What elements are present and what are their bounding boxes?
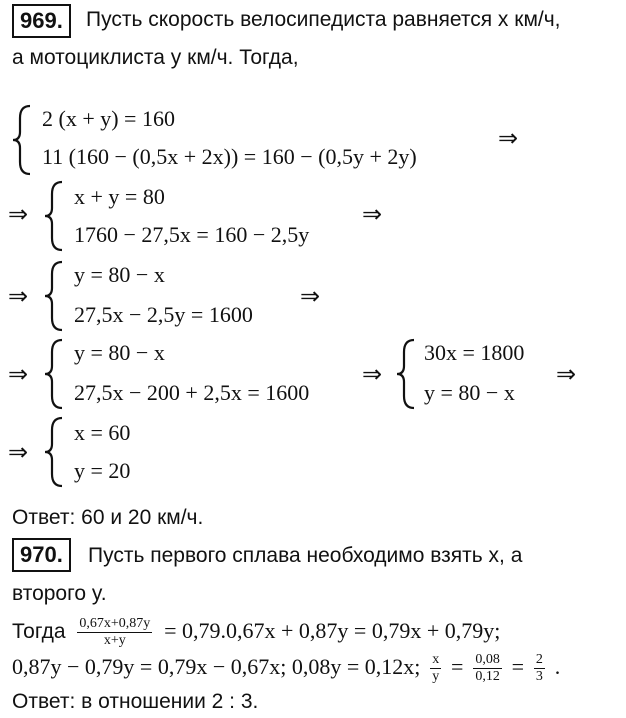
fraction-denominator: x+y	[103, 633, 126, 648]
p970-intro-line1: Пусть первого сплава необходимо взять x, а	[88, 544, 523, 567]
sys5-eq2: y = 80 − x	[424, 380, 515, 405]
sys5-eq1: 30x = 1800	[424, 340, 525, 365]
brace-icon	[42, 180, 66, 252]
sys3-eq1: y = 80 − x	[74, 262, 165, 287]
brace-icon	[42, 338, 66, 410]
implies-arrow: ⇒	[8, 439, 29, 466]
p969-intro-line2: а мотоциклиста y км/ч. Тогда,	[12, 46, 299, 69]
implies-arrow: ⇒	[8, 201, 29, 228]
fraction	[534, 652, 545, 685]
p970-answer: Ответ: в отношении 2 : 3.	[12, 690, 259, 713]
sys3-eq2: 27,5x − 2,5y = 1600	[74, 302, 253, 327]
problem-number-970: 970.	[12, 538, 71, 572]
implies-arrow: ⇒	[300, 283, 321, 310]
sys1-eq2: 11 (160 − (0,5x + 2x)) = 160 − (0,5y + 2y)	[42, 144, 417, 169]
sys2-eq1: x + y = 80	[74, 184, 165, 209]
p970-line1-prefix: Тогда	[12, 620, 66, 644]
fraction-denominator: y	[432, 669, 440, 684]
brace-icon	[42, 416, 66, 488]
implies-arrow: ⇒	[8, 283, 29, 310]
fraction-denominator: 3	[535, 669, 543, 684]
p970-line1	[12, 616, 500, 649]
sys2-eq2: 1760 − 27,5x = 160 − 2,5y	[74, 222, 310, 247]
brace-icon	[10, 104, 34, 176]
p970-line2: 0,87y − 0,79y = 0,79x − 0,67x; 0,08y = 0,12x; $\frac{x}{y}$ = $\frac{0,08}{0,12}$ = $\frac{2}{3}$ .	[12, 652, 561, 684]
sys6-eq2: y = 20	[74, 458, 131, 483]
p970-line2-main: 0,87y − 0,79y = 0,79x − 0,67x; 0,08y = 0,12x;	[12, 654, 421, 680]
brace-icon	[42, 260, 66, 332]
fraction-numerator: x	[432, 652, 440, 667]
sys1-eq1: 2 (x + y) = 160	[42, 106, 175, 131]
p969-answer: Ответ: 60 и 20 км/ч.	[12, 506, 204, 529]
implies-arrow: ⇒	[8, 361, 29, 388]
p969-intro-line1: Пусть скорость велосипедиста равняется x км/ч,	[86, 8, 561, 31]
implies-arrow: ⇒	[362, 201, 383, 228]
problem-number-969: 969.	[12, 4, 71, 38]
p970-line1-rest: = 0,79.0,67x + 0,87y = 0,79x + 0,79y;	[164, 618, 501, 644]
fraction-numerator: 0,08	[475, 652, 500, 667]
p970-intro-line2: второго y.	[12, 582, 107, 605]
implies-arrow: ⇒	[498, 125, 519, 152]
fraction	[430, 652, 441, 685]
implies-arrow: ⇒	[556, 361, 577, 388]
fraction-numerator: 2	[535, 652, 543, 667]
fraction	[77, 616, 152, 649]
sys4-eq2: 27,5x − 200 + 2,5x = 1600	[74, 380, 310, 405]
implies-arrow: ⇒	[362, 361, 383, 388]
fraction-numerator: 0,67x+0,87y	[79, 616, 151, 631]
fraction-denominator: 0,12	[475, 669, 500, 684]
fraction	[473, 652, 502, 685]
brace-icon	[394, 338, 418, 410]
sys6-eq1: x = 60	[74, 420, 131, 445]
sys4-eq1: y = 80 − x	[74, 340, 165, 365]
